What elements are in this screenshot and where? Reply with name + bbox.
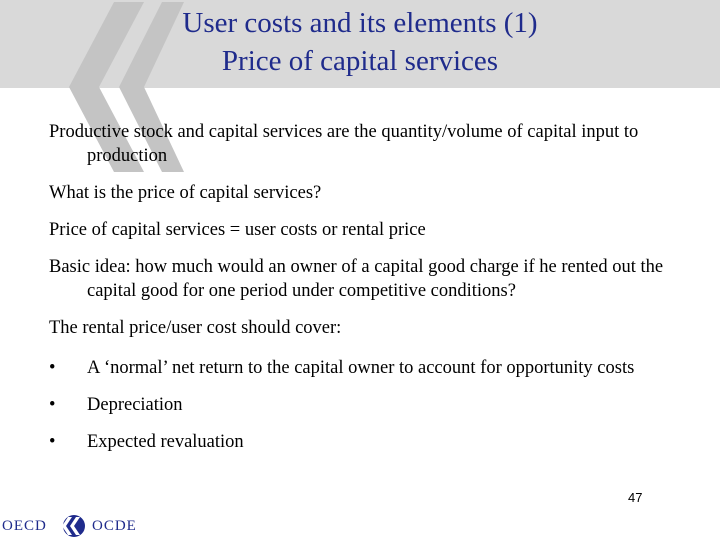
bullet-item	[49, 430, 679, 454]
bullet-dot: •	[49, 358, 56, 378]
bullet-list	[49, 356, 679, 454]
paragraph-basic-idea: Basic idea: how much would an owner of a capital good charge if he rented out the capital good for one period under competitive conditions?	[49, 257, 664, 301]
paragraph-question: What is the price of capital services?	[49, 183, 322, 203]
footer-logo	[0, 512, 180, 540]
title-line-2: Price of capital services	[221, 45, 499, 77]
bullet-text: Expected revaluation	[87, 432, 244, 452]
logo-oecd-text: OECD	[2, 518, 47, 534]
bullet-item	[49, 356, 679, 380]
paragraph-cover-intro: The rental price/user cost should cover:	[49, 318, 342, 338]
oecd-logo-icon	[58, 513, 90, 539]
bullet-text: Depreciation	[87, 395, 183, 415]
paragraph-price-definition: Price of capital services = user costs or rental price	[49, 220, 426, 240]
slide-body	[49, 120, 679, 467]
title-line-1: User costs and its elements (1)	[182, 7, 538, 39]
logo-ocde-text: OCDE	[92, 518, 137, 534]
bullet-item	[49, 393, 679, 417]
page-title	[0, 4, 720, 80]
bullet-dot: •	[49, 432, 56, 452]
bullet-text: A ‘normal’ net return to the capital owner to account for opportunity costs	[87, 358, 635, 378]
bullet-dot: •	[49, 395, 56, 415]
paragraph-productive-stock: Productive stock and capital services are the quantity/volume of capital input to production	[49, 122, 639, 166]
page-number: 47	[628, 490, 643, 505]
